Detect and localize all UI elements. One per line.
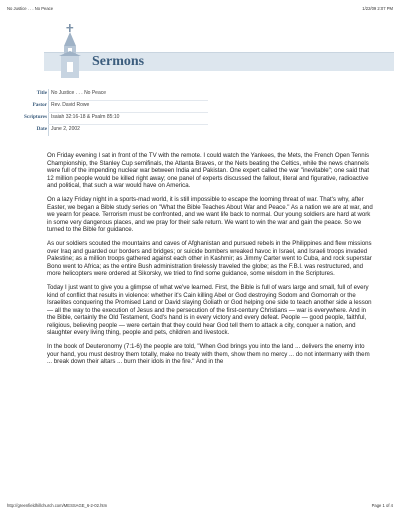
page-number: Page 1 of 4 xyxy=(371,503,393,508)
title-value: No Justice . . . No Peace xyxy=(51,90,107,96)
divider xyxy=(48,113,49,124)
pastor-value: Rev. David Rowe xyxy=(51,102,90,108)
title-label: Title xyxy=(36,90,47,96)
page-header-timestamp: 1/22/09 2:07 PM xyxy=(362,6,393,11)
page-header-title: No Justice . . . No Peace xyxy=(7,6,54,11)
scriptures-label: Scriptures xyxy=(24,114,47,120)
sermon-paragraph: On Friday evening I sat in front of the TV with the remote. I could watch the Yankees, the Mets, the French Open Tennis Championship, the Stanley Cup semifinals, the Atlanta Braves, or the Nets beating the Celtics, while the news channels were full of the impending nuclear war between India and Pakistan. One expert called the war "inevitable"; one said that 12 million people would be killed right away; one panel of experts discussed the fallout, literal and figurative, radioactive and political, that such a war would have on America. xyxy=(47,152,370,190)
page-footer xyxy=(7,503,393,513)
date-row xyxy=(8,126,388,136)
page-header xyxy=(7,6,393,16)
scriptures-row xyxy=(8,114,388,124)
sermon-body xyxy=(47,152,375,372)
title-row xyxy=(8,90,388,100)
scriptures-value: Isaiah 32:16-18 & Psalm 85:10 xyxy=(51,114,120,120)
divider xyxy=(48,100,208,101)
sermon-paragraph: Today I just want to give you a glimpse of what we've learned. First, the Bible is full of wars large and small, full of every kind of conflict that results in violence: whether it's Cain killing Abel or God destroying Sodom and Gomorrah or the Israelites conquering the Promised Land or David slaying Goliath or God helping one side to teach another side a lesson — all the way to the execution of Jesus and the persecution of the first-century Christians — war is everywhere. And in the Bible, certainly the Old Testament, God's hand is in every victory and every defeat. People — good people, faithful, religious, believing people — were certain that they could hear God tell them to attack a city, conquer a nation, and slaughter every living thing, people and pets, children and livestock. xyxy=(47,283,372,337)
divider xyxy=(48,125,49,136)
sermon-paragraph: On a lazy Friday night in a sports-mad world, it is still impossible to escape the looming threat of war. That's why, after Easter, we began a Bible study series on "What the Bible Teaches About War and Peace." As a nation we are at war, and we yearn for peace. Terrorism must be confronted, and we want life back to normal. Our young soldiers are hard at work in some very dangerous places, and we pray for their safe return. We want to win the war and gain the peace. So we turned to the Bible for guidance. xyxy=(47,195,373,234)
divider xyxy=(48,89,49,100)
pastor-label: Pastor xyxy=(32,102,47,108)
divider xyxy=(48,124,208,125)
page-url-link[interactable]: http://greenfieldhillchurch.com/MESSAGE_6-2-02.htm xyxy=(7,503,108,508)
date-label: Date xyxy=(36,126,47,132)
divider xyxy=(48,101,49,112)
pastor-row xyxy=(8,102,388,112)
church-steeple-icon xyxy=(53,24,89,84)
divider xyxy=(48,112,208,113)
sermon-paragraph: In the book of Deuteronomy (7:1-6) the people are told, "When God brings you into the land ... delivers the enemy into your hand, you must destroy them totally, make no treaty with them, show them no mercy ... do not intermarry with them ... break down their altars ... burn their idols in the fire." And in the xyxy=(47,343,370,366)
date-value: June 2, 2002 xyxy=(51,126,80,132)
sermon-paragraph: As our soldiers scouted the mountains and caves of Afghanistan and pursued rebels in the Philippines and flew missions over Iraq and guarded our borders and bridges; or suicide bombers wreaked havoc in Israel, and Israeli troops invaded Palestine; as a million troops gathered against each other in Kashmir; as Jimmy Carter went to Cuba, and rock superstar Bono went to Africa; as the entire Bush administration tirelessly traveled the globe; as the F.B.I. was restructured, and more helicopters were ordered at Sikorsky, we tried to find some guidance, some wisdom in the Scriptures. xyxy=(47,239,372,278)
page-title: Sermons xyxy=(92,54,145,69)
